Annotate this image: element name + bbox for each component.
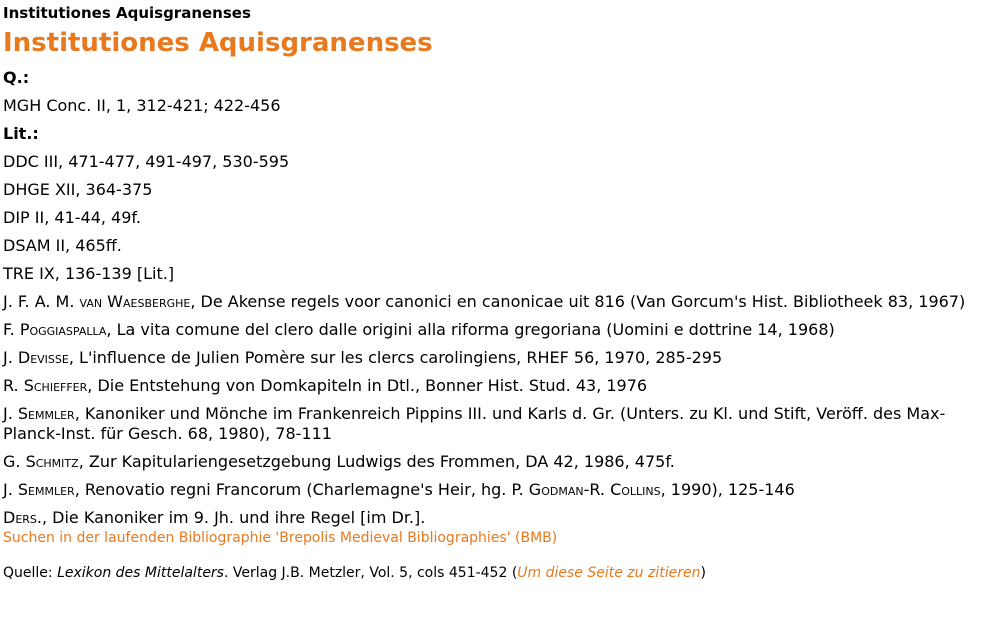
lit-entry-ddc: DDC III, 471-477, 491-497, 530-595 (3, 152, 290, 171)
author-name: Poggiaspalla (19, 320, 107, 339)
author-name: van Waesberghe (79, 292, 191, 311)
lit-entry-waesberghe: J. F. A. M. van Waesberghe, De Akense regels voor canonici en canonicae uit 816 (Van Gorcum's Hist. Bibliotheek 83, 1967) (3, 292, 966, 311)
source-work-title: Lexikon des Mittelalters (57, 565, 224, 581)
author-name: Schmitz (25, 452, 79, 471)
lit-entry-semmler-1990: J. Semmler, Renovatio regni Francorum (Charlemagne's Heir, hg. P. Godman-R. Collins, 1990), 125-146 (3, 480, 795, 499)
lit-entry-semmler-1980: J. Semmler, Kanoniker und Mönche im Frankenreich Pippins III. und Karls d. Gr. (Unters. zu Kl. und Stift, Veröff. des Max-Planck-Inst. für Gesch. 68, 1980), 78-111 (3, 404, 946, 443)
lit-entry-poggiaspalla: F. Poggiaspalla, La vita comune del clero dalle origini alla riforma gregoriana (Uomini e dottrine 14, 1968) (3, 320, 835, 339)
lit-entry-ders: Ders., Die Kanoniker im 9. Jh. und ihre Regel [im Dr.]. (3, 508, 426, 527)
breadcrumb: Institutiones Aquisgranenses (3, 4, 251, 22)
lit-entry-schmitz: G. Schmitz, Zur Kapitulariengesetzgebung Ludwigs des Frommen, DA 42, 1986, 475f. (3, 452, 675, 471)
cite-page-link[interactable]: Um diese Seite zu zitieren (517, 565, 701, 581)
lit-entry-dsam: DSAM II, 465ff. (3, 236, 122, 255)
author-name: Semmler (17, 480, 75, 499)
sources-label: Q.: (3, 68, 30, 87)
lit-entry-devisse: J. Devisse, L'influence de Julien Pomère sur les clercs carolingiens, RHEF 56, 1970, 285-295 (3, 348, 723, 367)
author-name: Ders (3, 508, 37, 527)
page-title: Institutiones Aquisgranenses (3, 28, 433, 58)
lit-entry-dip: DIP II, 41-44, 49f. (3, 208, 141, 227)
lit-entry-dhge: DHGE XII, 364-375 (3, 180, 153, 199)
author-name: Collins (610, 480, 661, 499)
lit-entry-schieffer: R. Schieffer, Die Entstehung von Domkapiteln in Dtl., Bonner Hist. Stud. 43, 1976 (3, 376, 648, 395)
bmb-search-link[interactable]: Suchen in der laufenden Bibliographie 'Brepolis Medieval Bibliographies' (BMB) (3, 530, 558, 546)
author-name: Devisse (17, 348, 69, 367)
lit-entry-tre: TRE IX, 136-139 [Lit.] (3, 264, 175, 283)
source-citation: Quelle: Lexikon des Mittelalters. Verlag J.B. Metzler, Vol. 5, cols 451-452 (Um diese Seite zu zitieren) (3, 565, 706, 581)
author-name: Semmler (17, 404, 75, 423)
author-name: Schieffer (23, 376, 88, 395)
literature-label: Lit.: (3, 124, 39, 143)
author-name: Godman (528, 480, 584, 499)
source-entry: MGH Conc. II, 1, 312-421; 422-456 (3, 96, 281, 115)
